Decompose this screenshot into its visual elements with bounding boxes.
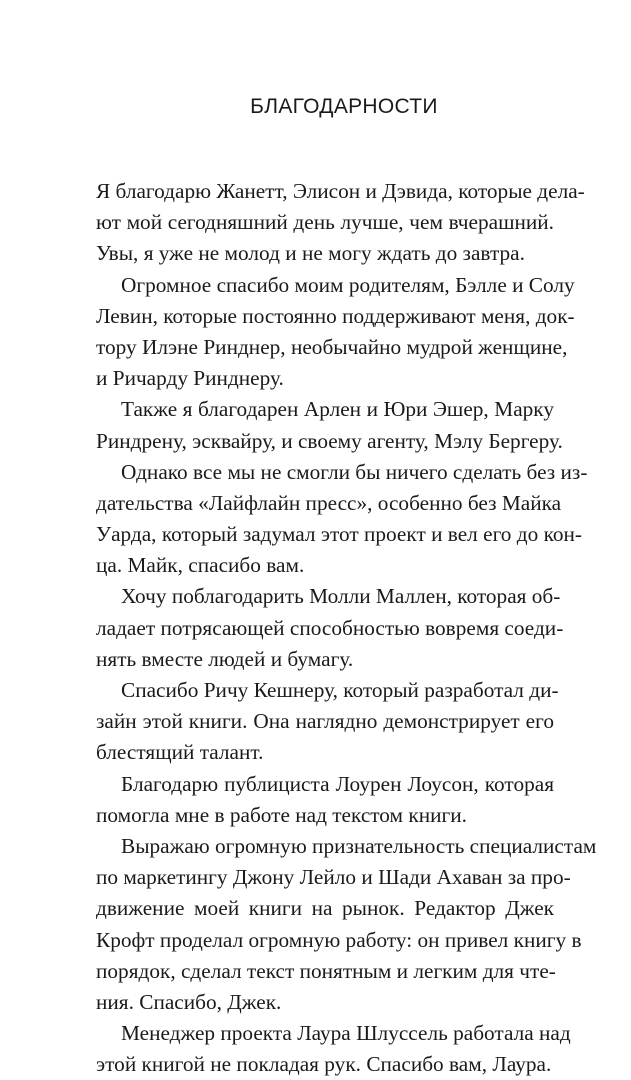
text-line: Хочу поблагодарить Молли Маллен, которая об- [121,584,561,609]
paragraph [96,394,563,456]
text-line: по маркетингу Джону Лейло и Шади Ахаван за про- [96,865,571,890]
text-line: тору Илэне Ринднер, необычайно мудрой женщине, [96,334,568,359]
paragraph [96,176,585,270]
text-line: Выражаю огромную признательность специалистам [121,833,597,858]
paragraph [96,270,575,395]
text-line: Огромное спасибо моим родителям, Бэлле и Солу [121,272,575,297]
text-line: дательства «Лайфлайн пресс», особенно без Майка [96,490,562,515]
text-line: Менеджер проекта Лаура Шлуссель работала над [121,1021,571,1046]
text-line: Благодарю публициста Лоурен Лоусон, которая [121,771,554,796]
text-line: ния. Спасибо, Джек. [96,989,282,1014]
text-line: порядок, сделал текст понятным и легким для чте- [96,958,556,983]
text-line: движение моей книги на рынок. Редактор Джек [96,896,554,921]
text-line: зайн этой книги. Она наглядно демонстрирует его [96,709,554,734]
text-line: Левин, которые постоянно поддерживают меня, док- [96,303,575,328]
chapter-body [96,176,597,1080]
chapter-title: БЛАГОДАРНОСТИ [250,95,438,118]
text-line: Риндрену, эсквайру, и своему агенту, Мэлу Бергеру. [96,428,563,453]
text-line: Также я благодарен Арлен и Юри Эшер, Марку [121,397,554,422]
paragraph [96,1018,571,1080]
text-line: ют мой сегодняшний день лучше, чем вчерашний. [96,210,554,235]
text-line: Уарда, который задумал этот проект и вел его до кон- [96,522,582,547]
paragraph [96,769,554,831]
text-line: Спасибо Ричу Кешнеру, который разработал ди- [121,678,559,702]
paragraph [96,581,564,675]
text-line: и Ричарду Ринднеру. [96,366,284,391]
text-line: ца. Майк, спасибо вам. [96,553,305,578]
text-line: Крофт проделал огромную работу: он привел книгу в [96,927,582,952]
text-line: Однако все мы не смогли бы ничего сделать без из- [121,459,588,484]
text-line: помогла мне в работе над текстом книги. [96,802,467,827]
text-line: этой книгой не покладая рук. Спасибо вам, Лаура. [96,1052,552,1077]
text-line: нять вместе людей и бумагу. [96,646,354,671]
paragraph [96,831,597,1018]
text-line: блестящий талант. [96,740,264,765]
text-line: Я благодарю Жанетт, Элисон и Дэвида, которые дела- [96,179,585,203]
text-line: ладает потрясающей способностью вовремя соеди- [96,615,564,640]
paragraph [96,675,559,769]
text-line: Увы, я уже не молод и не могу ждать до завтра. [96,241,525,266]
paragraph [96,457,588,582]
